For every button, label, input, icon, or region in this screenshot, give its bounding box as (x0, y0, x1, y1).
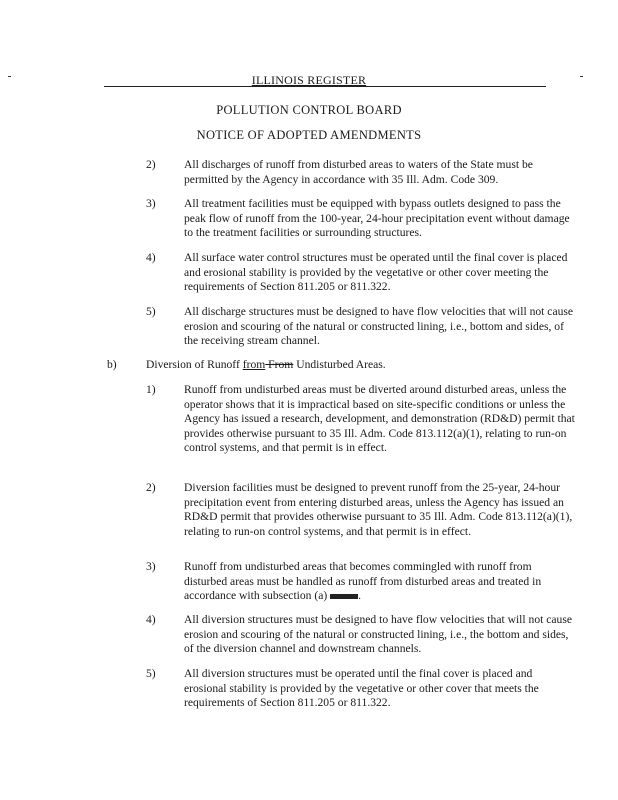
board-name: POLLUTION CONTROL BOARD (216, 103, 402, 117)
item-text: All diversion structures must be designed to have flow velocities that will not cause erosion and scouring of the natural or constructed lining, i.e., the bottom and sides, of the diversion channel and downstream channels. (184, 613, 572, 655)
item-text: All discharges of runoff from disturbed areas to waters of the State must be permitted by the Agency in accordance with 35 Ill. Adm. Code 309. (184, 158, 533, 186)
item-number: 2) (146, 158, 156, 171)
section-title (146, 358, 577, 373)
item-text: All discharge structures must be designed to have flow velocities that will not cause erosion and scouring of the natural or constructed lining, i.e., bottom and sides, of the receiving stream channel. (184, 305, 574, 347)
item-number: 4) (146, 251, 156, 264)
item-text-part: . (358, 589, 362, 602)
item-text: Runoff from undisturbed areas must be diverted around disturbed areas, unless the operator shows that it is impractical based on site-specific conditions or unless the Agency has issued a research, development, and demonstration (RD&D) permit that provides otherwise pursuant to 35 Ill. Adm. Code 813.112(a)(1), relating to run-on control systems, and that permit is in effect. (184, 383, 575, 454)
inserted-text: from (242, 358, 266, 371)
item-number: 5) (146, 667, 156, 680)
item-number: 3) (146, 560, 156, 573)
register-title: ILLINOIS REGISTER (251, 73, 367, 87)
item-number: 3) (146, 197, 156, 210)
item-text (184, 560, 576, 604)
item-text: All diversion structures must be operated until the final cover is placed and erosional stability is provided by the vegetative or other cover that meets the requirements of Section 811.205 or 811.322. (184, 667, 539, 709)
item-text: All treatment facilities must be equipped with bypass outlets designed to pass the peak flow of runoff from the 100-year, 24-hour precipitation event without damage to the treatment facilities or surrounding structures. (184, 197, 570, 239)
item-text: All surface water control structures must be operated until the final cover is placed and erosional stability is provided by the vegetative or other cover meeting the requirements of Section 811.205 or 811.322. (184, 251, 568, 293)
item-number: 4) (146, 613, 156, 626)
title-text: Undisturbed Areas. (293, 358, 386, 371)
item-number: 2) (146, 481, 156, 494)
section-number: b) (107, 358, 117, 371)
deleted-text: From (265, 358, 294, 371)
redaction-mark (330, 594, 358, 599)
item-text-part: Runoff from undisturbed areas that becomes commingled with runoff from disturbed areas must be handled as runoff from disturbed areas and treated in accordance with subsection (a) (184, 560, 542, 602)
notice-title: NOTICE OF ADOPTED AMENDMENTS (196, 128, 422, 142)
item-text: Diversion facilities must be designed to prevent runoff from the 25-year, 24-hour precipitation event from entering disturbed areas, unless the Agency has issued an RD&D permit that provides otherwise pursuant to 35 Ill. Adm. Code 813.112(a)(1), relating to run-on control systems, and that permit is in effect. (184, 481, 573, 538)
item-number: 5) (146, 305, 156, 318)
title-text: Diversion of Runoff (146, 358, 243, 371)
item-number: 1) (146, 383, 156, 396)
